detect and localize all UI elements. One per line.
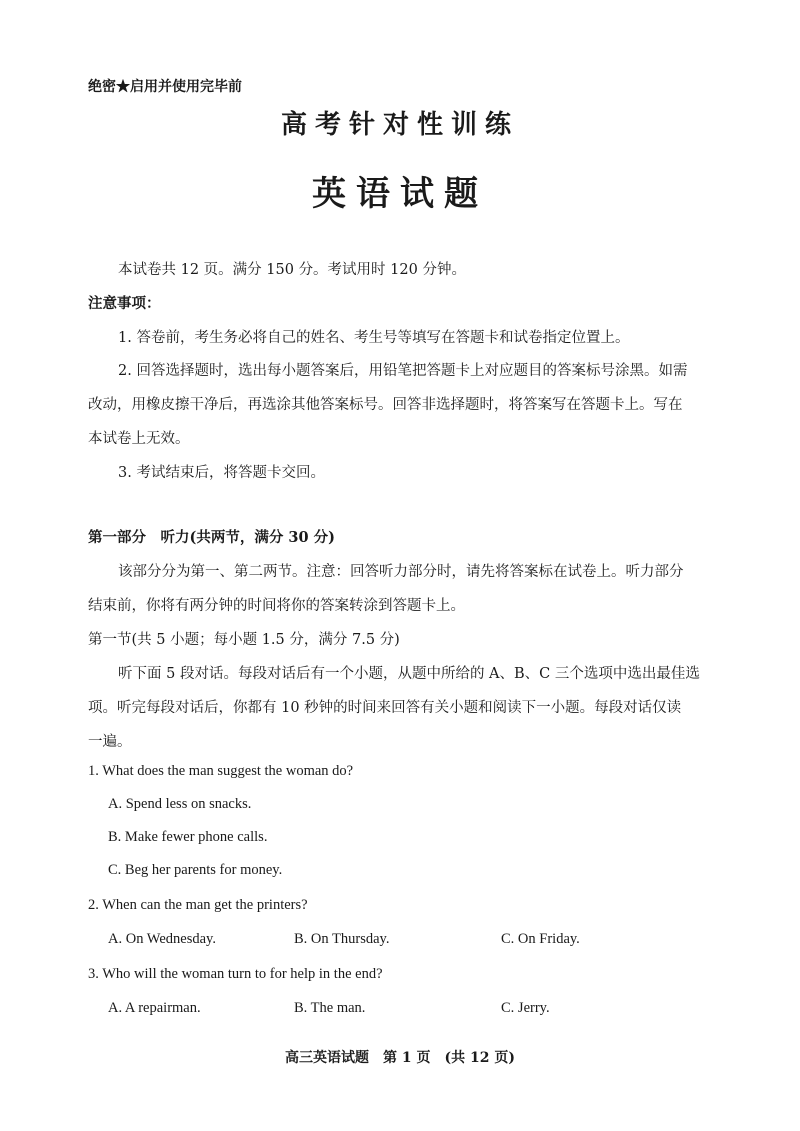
note-3: 3. 考试结束后，将答题卡交回。	[118, 465, 325, 481]
notes-heading: 注意事项：	[88, 295, 161, 312]
note-2-line-2: 改动，用橡皮擦干净后，再选涂其他答案标号。回答非选择题时，将答案写在答题卡上。写在	[88, 397, 683, 413]
page-footer: 高三英语试题 第 1 页 (共 12 页)	[285, 1050, 515, 1066]
section1-line-3: 一遍。	[88, 734, 132, 750]
section1-line-1: 听下面 5 段对话。每段对话后有一个小题，从题中所给的 A、B、C 三个选项中选出最佳选	[118, 666, 700, 682]
exam-summary: 本试卷共 12 页。满分 150 分。考试用时 120 分钟。	[118, 262, 466, 278]
confidentiality-notice: 绝密★启用并使用完毕前	[88, 79, 242, 95]
note-1: 1. 答卷前，考生务必将自己的姓名、考生号等填写在答题卡和试卷指定位置上。	[118, 330, 630, 346]
part1-heading: 第一部分 听力(共两节，满分 30 分)	[88, 529, 335, 546]
part1-intro-line-1: 该部分分为第一、第二两节。注意：回答听力部分时，请先将答案标在试卷上。听力部分	[118, 564, 684, 580]
note-2-line-1: 2. 回答选择题时，选出每小题答案后，用铅笔把答题卡上对应题目的答案标号涂黑。如需	[118, 363, 688, 379]
question-3-option-c: C. Jerry.	[501, 1000, 550, 1016]
question-1-stem: 1. What does the man suggest the woman do?	[88, 763, 354, 779]
question-2-option-c: C. On Friday.	[501, 931, 580, 947]
question-1-option-b: B. Make fewer phone calls.	[108, 829, 268, 845]
note-2-line-3: 本试卷上无效。	[88, 431, 190, 447]
question-3-option-b: B. The man.	[294, 1000, 366, 1016]
question-3-option-a: A. A repairman.	[108, 1000, 201, 1016]
question-1-option-a: A. Spend less on snacks.	[108, 796, 252, 812]
exam-title: 高考针对性训练	[280, 110, 519, 140]
question-2-option-a: A. On Wednesday.	[108, 931, 216, 947]
question-2-option-b: B. On Thursday.	[294, 931, 390, 947]
exam-subject-title: 英语试题	[312, 174, 488, 214]
part1-intro-line-2: 结束前，你将有两分钟的时间将你的答案转涂到答题卡上。	[88, 598, 465, 614]
section1-line-2: 项。听完每段对话后，你都有 10 秒钟的时间来回答有关小题和阅读下一小题。每段对话仅读	[88, 700, 682, 716]
question-3-stem: 3. Who will the woman turn to for help in the end?	[88, 966, 383, 982]
question-2-stem: 2. When can the man get the printers?	[88, 897, 308, 913]
section1-heading: 第一节(共 5 小题；每小题 1.5 分，满分 7.5 分)	[88, 632, 400, 648]
question-1-option-c: C. Beg her parents for money.	[108, 862, 283, 878]
